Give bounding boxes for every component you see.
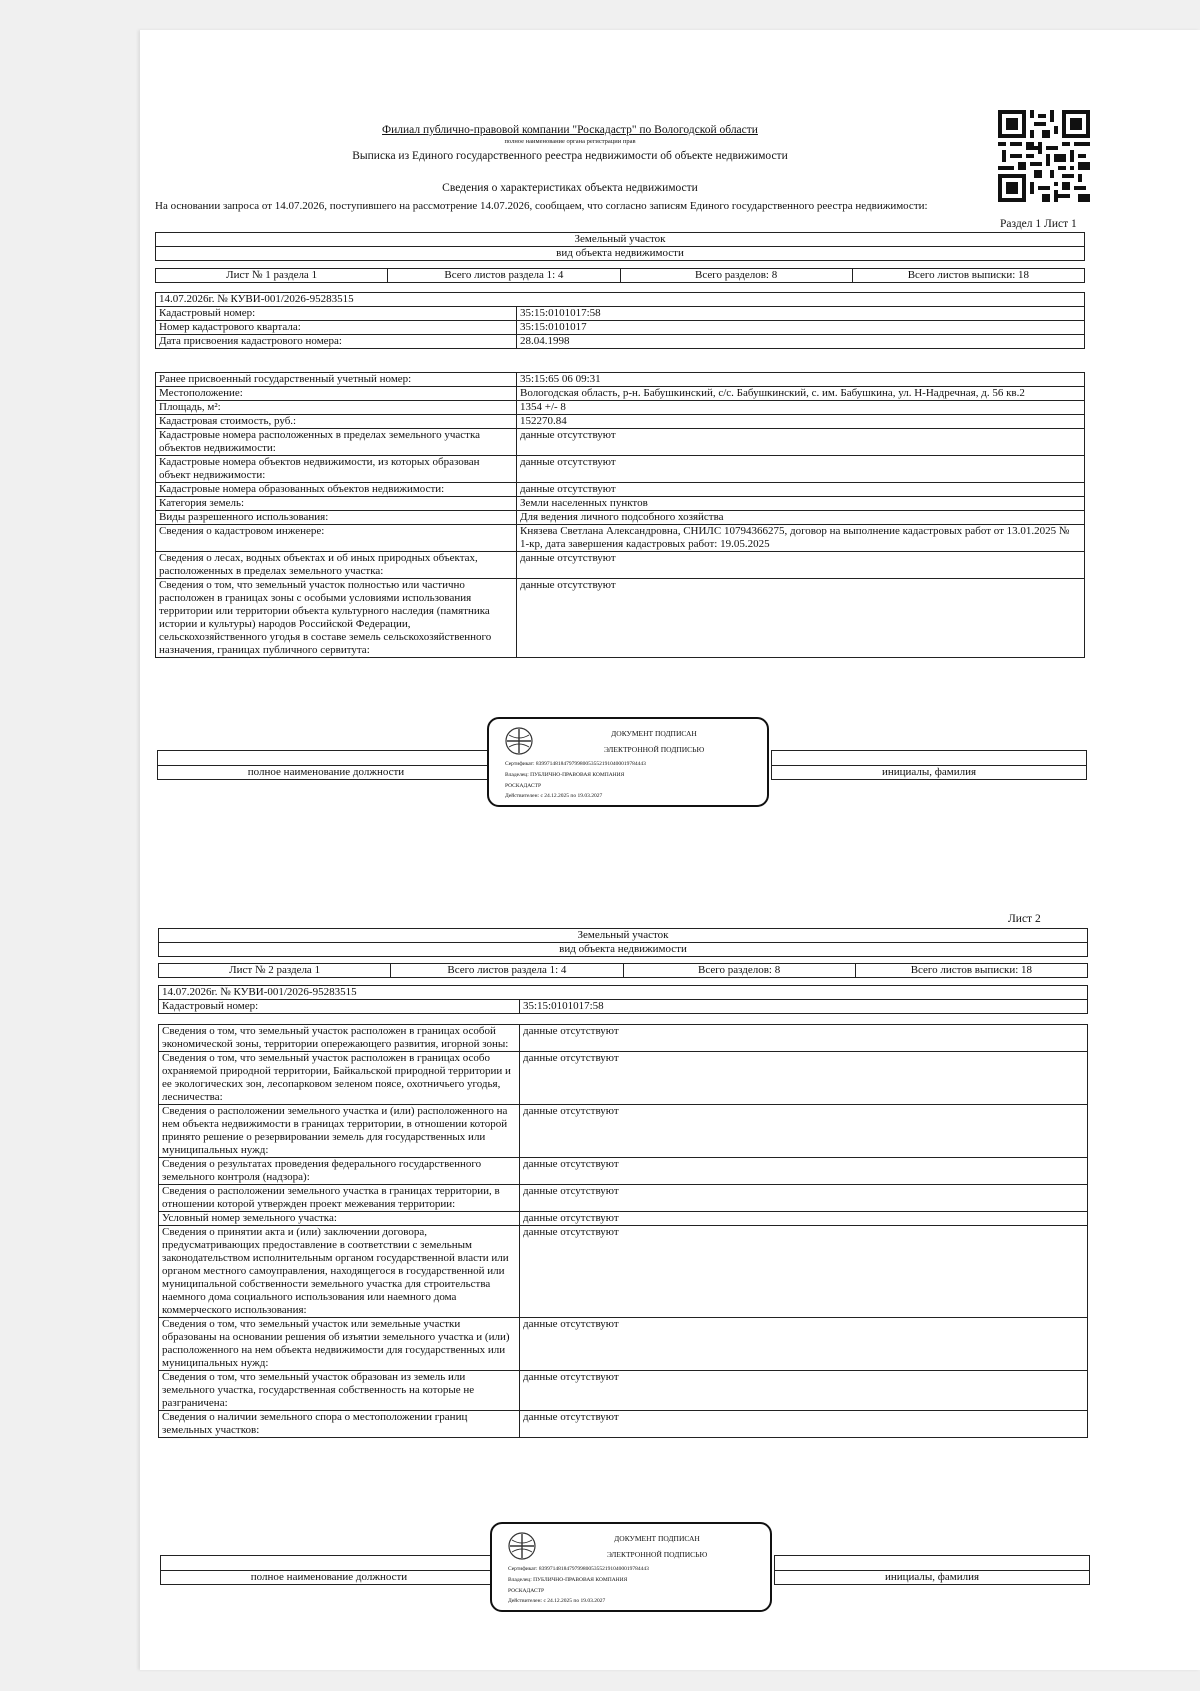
- total-sections: Всего разделов: 8: [620, 269, 852, 283]
- field-value: 35:15:0101017:58: [520, 1000, 1088, 1014]
- field-label: Кадастровые номера расположенных в пределах земельного участка объектов недвижимости:: [156, 429, 517, 456]
- field-label: Сведения о кадастровом инженере:: [156, 525, 517, 552]
- total-sheets: Всего листов выписки: 18: [855, 964, 1087, 978]
- total-sheets-section: Всего листов раздела 1: 4: [388, 269, 620, 283]
- object-type-caption: вид объекта недвижимости: [159, 943, 1088, 957]
- field-label: Сведения о том, что земельный участок или земельные участки образованы на основании решения об изъятии земельного участка и (или) расположенного на нем объекта недвижимости для государственных или муниципальных нужд:: [159, 1318, 520, 1371]
- stamp-owner-name: РОСКАДАСТР: [508, 1588, 545, 1594]
- field-label: Сведения о том, что земельный участок расположен в границах особо охраняемой природной территории, Байкальской природной территории и ее экологических зон, лесопарковом зеленом поясе, охотничьего угодья, лесничества:: [159, 1052, 520, 1105]
- field-value: данные отсутствуют: [517, 429, 1085, 456]
- field-label: Номер кадастрового квартала:: [156, 321, 517, 335]
- field-label: Сведения о том, что земельный участок полностью или частично расположен в границах зоны с особыми условиями использования территории или территории объекта культурного наследия (памятника истории и культуры) народов Российской Федерации, сельскохозяйственного угодья в составе земель сельскохозяйственного назначения, границах публичного сервитута:: [156, 579, 517, 658]
- field-label: Сведения о том, что земельный участок расположен в границах особой экономической зоны, территории опережающего развития, игорной зоны:: [159, 1025, 520, 1052]
- sheet-counts-table-2: [158, 963, 1088, 978]
- stamp-title: ДОКУМЕНТ ПОДПИСАН: [614, 1534, 700, 1543]
- request-basis: На основании запроса от 14.07.2026, поступившего на рассмотрение 14.07.2026, сообщаем, что согласно записям Единого государственного реестра недвижимости:: [155, 200, 928, 212]
- field-label: Кадастровый номер:: [159, 1000, 520, 1014]
- e-signature-stamp-2: [490, 1522, 772, 1612]
- field-label: Кадастровые номера объектов недвижимости, из которых образован объект недвижимости:: [156, 456, 517, 483]
- field-value: данные отсутствуют: [520, 1185, 1088, 1212]
- field-label: Кадастровая стоимость, руб.:: [156, 415, 517, 429]
- field-value: 35:15:0101017:58: [517, 307, 1085, 321]
- qr-code-icon: [998, 110, 1090, 202]
- field-value: данные отсутствуют: [520, 1318, 1088, 1371]
- field-value: 152270.84: [517, 415, 1085, 429]
- field-value: данные отсутствуют: [520, 1212, 1088, 1226]
- total-sections: Всего разделов: 8: [623, 964, 855, 978]
- field-label: Местоположение:: [156, 387, 517, 401]
- stamp-certificate: Сертификат: 8399714818479799800535521910400019784443: [508, 1566, 649, 1572]
- document-subtitle: Сведения о характеристиках объекта недвижимости: [442, 182, 698, 194]
- e-signature-stamp: [487, 717, 769, 807]
- position-caption: полное наименование должности: [161, 1571, 498, 1585]
- field-value: данные отсутствуют: [520, 1052, 1088, 1105]
- roskadastr-logo-icon: [505, 727, 533, 755]
- field-value: 35:15:65 06 09:31: [517, 373, 1085, 387]
- stamp-subtitle: ЭЛЕКТРОННОЙ ПОДПИСЬЮ: [603, 745, 705, 754]
- field-value: данные отсутствуют: [517, 456, 1085, 483]
- doc-number: 14.07.2026г. № КУВИ-001/2026-95283515: [156, 293, 1085, 307]
- stamp-subtitle: ЭЛЕКТРОННОЙ ПОДПИСЬЮ: [606, 1550, 708, 1559]
- field-label: Дата присвоения кадастрового номера:: [156, 335, 517, 349]
- object-type: Земельный участок: [159, 929, 1088, 943]
- field-value: Вологодская область, р-н. Бабушкинский, с/с. Бабушкинский, с. им. Бабушкина, ул. Н-Надречная, д. 56 кв.2: [517, 387, 1085, 401]
- total-sheets-section: Всего листов раздела 1: 4: [391, 964, 623, 978]
- field-value: данные отсутствуют: [520, 1371, 1088, 1411]
- sheet-number: Лист № 1 раздела 1: [156, 269, 388, 283]
- field-label: Сведения о расположении земельного участка и (или) расположенного на нем объекта недвижимости в границах территории, в отношении которой принято решение о резервировании земель для государственных или муниципальных нужд:: [159, 1105, 520, 1158]
- stamp-certificate: Сертификат: 8399714818479799800535521910400019784443: [505, 761, 646, 767]
- stamp-owner: Владелец: ПУБЛИЧНО-ПРАВОВАЯ КОМПАНИЯ: [508, 1577, 628, 1583]
- field-label: Виды разрешенного использования:: [156, 511, 517, 525]
- field-value: Земли населенных пунктов: [517, 497, 1085, 511]
- name-caption: инициалы, фамилия: [775, 1571, 1090, 1585]
- characteristics-table: [155, 372, 1085, 658]
- object-type-table: [155, 232, 1085, 261]
- field-value: данные отсутствуют: [517, 579, 1085, 658]
- field-value: данные отсутствуют: [517, 483, 1085, 497]
- roskadastr-logo-icon: [508, 1532, 536, 1560]
- stamp-title: ДОКУМЕНТ ПОДПИСАН: [611, 729, 697, 738]
- object-type-table-2: [158, 928, 1088, 957]
- name-caption: инициалы, фамилия: [772, 766, 1087, 780]
- field-value: данные отсутствуют: [520, 1226, 1088, 1318]
- field-label: Условный номер земельного участка:: [159, 1212, 520, 1226]
- field-value: данные отсутствуют: [520, 1158, 1088, 1185]
- position-caption: полное наименование должности: [158, 766, 495, 780]
- document-title: Выписка из Единого государственного реестра недвижимости об объекте недвижимости: [352, 150, 788, 162]
- field-label: Сведения о наличии земельного спора о местоположении границ земельных участков:: [159, 1411, 520, 1438]
- field-label: Сведения о том, что земельный участок образован из земель или земельного участка, государственная собственность на которые не разграничена:: [159, 1371, 520, 1411]
- org-name-caption: полное наименование органа регистрации прав: [504, 138, 636, 145]
- field-value: данные отсутствуют: [520, 1411, 1088, 1438]
- stamp-owner: Владелец: ПУБЛИЧНО-ПРАВОВАЯ КОМПАНИЯ: [505, 772, 625, 778]
- sheet-number: Лист № 2 раздела 1: [159, 964, 391, 978]
- field-label: Кадастровый номер:: [156, 307, 517, 321]
- field-value: данные отсутствуют: [517, 552, 1085, 579]
- field-value: данные отсутствуют: [520, 1105, 1088, 1158]
- field-value: данные отсутствуют: [520, 1025, 1088, 1052]
- main-info-table: [155, 292, 1085, 349]
- field-value: Для ведения личного подсобного хозяйства: [517, 511, 1085, 525]
- object-type-caption: вид объекта недвижимости: [156, 247, 1085, 261]
- object-type: Земельный участок: [156, 233, 1085, 247]
- field-label: Сведения о принятии акта и (или) заключении договора, предусматривающих предоставление в соответствии с земельным законодательством исполнительным органом государственной власти или органом местного самоуправления, находящегося в государственной или муниципальной собственности земельного участка для строительства наемного дома социального использования или наемного дома коммерческого использования:: [159, 1226, 520, 1318]
- stamp-owner-name: РОСКАДАСТР: [505, 783, 542, 789]
- main-info-table-2: [158, 985, 1088, 1014]
- total-sheets: Всего листов выписки: 18: [852, 269, 1084, 283]
- field-value: 35:15:0101017: [517, 321, 1085, 335]
- field-value: Князева Светлана Александровна, СНИЛС 10794366275, договор на выполнение кадастровых работ от 13.01.2025 № 1-кр, дата завершения кадастровых работ: 19.05.2025: [517, 525, 1085, 552]
- field-label: Категория земель:: [156, 497, 517, 511]
- doc-number: 14.07.2026г. № КУВИ-001/2026-95283515: [159, 986, 1088, 1000]
- org-name: Филиал публично-правовой компании "Роскадастр" по Вологодской области: [382, 124, 758, 136]
- field-label: Кадастровые номера образованных объектов недвижимости:: [156, 483, 517, 497]
- sheet-counts-table: [155, 268, 1085, 283]
- additional-info-table: [158, 1024, 1088, 1438]
- field-value: 1354 +/- 8: [517, 401, 1085, 415]
- stamp-validity: Действителен: с 24.12.2025 по 19.03.2027: [505, 793, 603, 799]
- field-label: Ранее присвоенный государственный учетный номер:: [156, 373, 517, 387]
- section-sheet-label: Раздел 1 Лист 1: [1000, 218, 1077, 230]
- sheet-2-label: Лист 2: [1008, 913, 1041, 925]
- field-label: Сведения о расположении земельного участка в границах территории, в отношении которой утвержден проект межевания территории:: [159, 1185, 520, 1212]
- stamp-validity: Действителен: с 24.12.2025 по 19.03.2027: [508, 1598, 606, 1604]
- field-label: Сведения о результатах проведения федерального государственного земельного контроля (надзора):: [159, 1158, 520, 1185]
- field-label: Сведения о лесах, водных объектах и об иных природных объектах, расположенных в пределах земельного участка:: [156, 552, 517, 579]
- field-label: Площадь, м²:: [156, 401, 517, 415]
- field-value: 28.04.1998: [517, 335, 1085, 349]
